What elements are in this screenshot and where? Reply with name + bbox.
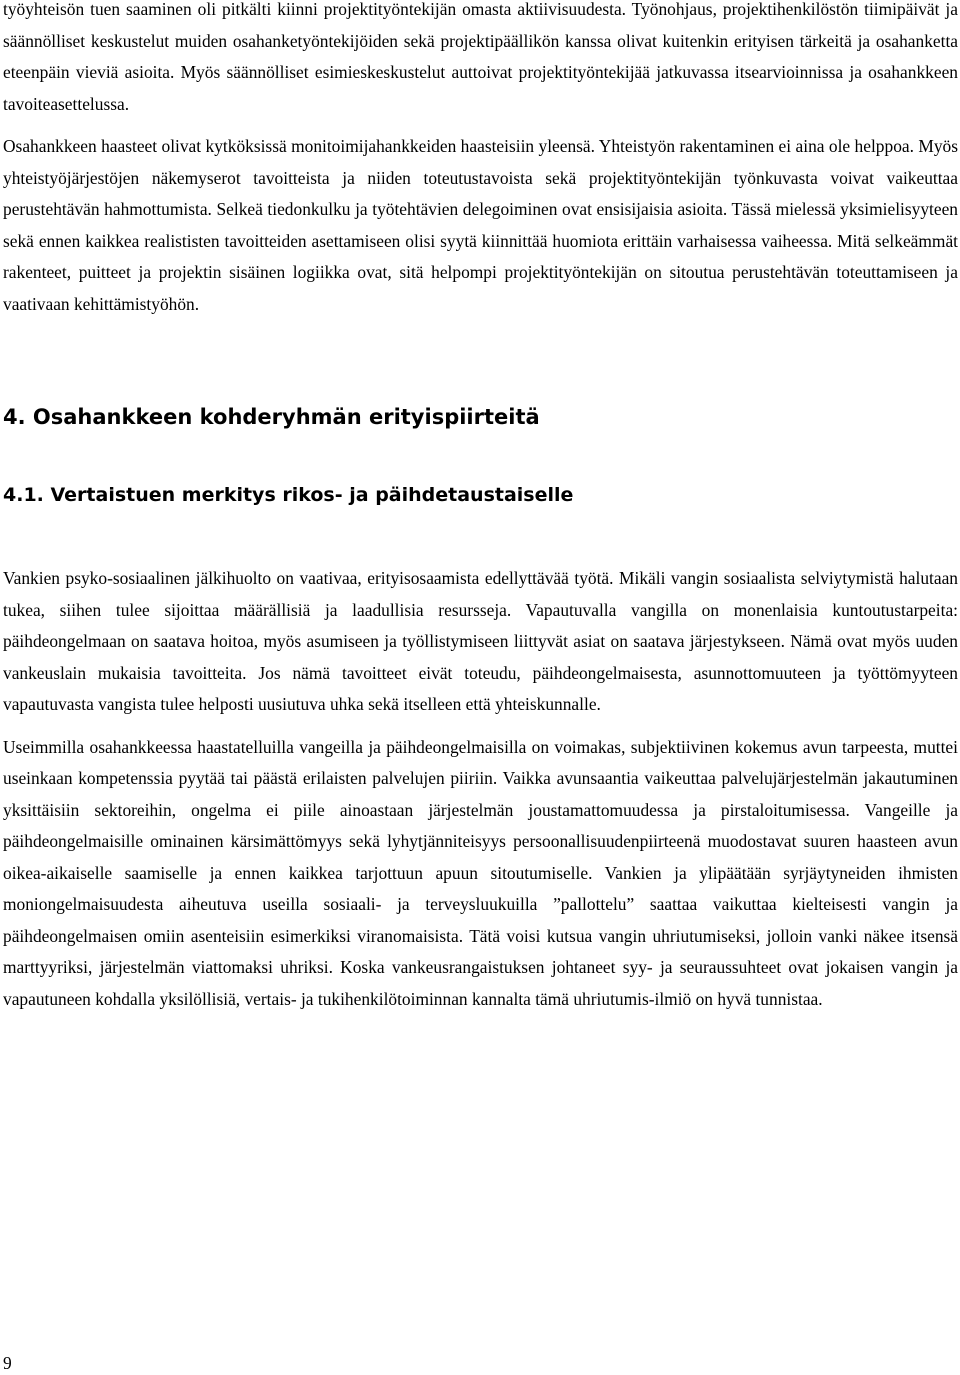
paragraph-1: työyhteisön tuen saaminen oli pitkälti kiinni projektityöntekijän omasta aktiivisuudesta. Työnohjaus, projektihenkilöstön tiimipäivät ja säännölliset keskustelut muiden osahanketyöntekijöiden sekä projektipäällikön kanssa olivat kuitenkin erityisen tärkeitä ja osahanketta eteenpäin vieviä asioita. Myös säännölliset esimieskeskustelut auttoivat projektityöntekijää jatkuvassa itsearvioinnissa ja osahankkeen tavoiteasettelussa. [3,0,958,114]
chapter-heading: 4. Osahankkeen kohderyhmän erityispiirteitä [3,405,540,429]
paragraph-2: Osahankkeen haasteet olivat kytköksissä monitoimijahankkeiden haasteisiin yleensä. Yhteistyön rakentaminen ei aina ole helppoa. Myös yhteistyöjärjestöjen näkemyserot tavoitteista ja niiden toteutustavoista sekä projektityöntekijän työnkuvasta voivat vaikeuttaa perustehtävän hahmottumista. Selkeä tiedonkulku ja työtehtävien delegoiminen ovat ensisijaisia asioita. Tässä mielessä yksimielisyyteen sekä ennen kaikkea realististen tavoitteiden asettamiseen olisi syytä kiinnittää huomiota erittäin varhaisessa vaiheessa. Mitä selkeämmät rakenteet, puitteet ja projektin sisäinen logiikka ovat, sitä helpompi projektityöntekijän on sitoutua perustehtävän toteuttamiseen ja vaativaan kehittämistyöhön. [3,136,958,314]
section-heading: 4.1. Vertaistuen merkitys rikos- ja päihdetaustaiselle [3,484,574,506]
page-number: 9 [3,1353,12,1373]
paragraph-4: Useimmilla osahankkeessa haastatelluilla vangeilla ja päihdeongelmaisilla on voimakas, subjektiivinen kokemus avun tarpeesta, muttei useinkaan kompetenssia pyytää tai päästä erilaisten palvelujen piiriin. Vaikka avunsaantia vaikeuttaa palvelujärjestelmän jakautuminen yksittäisiin sektoreihin, ongelma ei piile ainoastaan järjestelmän joustamattomuudessa ja pirstaloitumisessa. Vangeille ja päihdeongelmaisille ominainen kärsimättömyys sekä lyhytjänniteisyys persoonallisuudenpiirteenä muodostavat suuren haasteen avun oikea-aikaiselle saamiselle ja ennen kaikkea tarjottuun apuun sitoutumiselle. Vankien ja ylipäätään syrjäytyneiden ihmisten moniongelmaisuudesta aiheutuva useilla sosiaali- ja terveysluukuilla ”pallottelu” saattaa vaikuttaa kielteisesti vangin ja päihdeongelmaisen omiin asenteisiin esimerkiksi viranomaisista. Tätä voisi kutsua vangin uhriutumiseksi, jolloin vanki näkee itsensä marttyyriksi, järjestelmän viattomaksi uhriksi. Koska vankeusrangaistuksen johtaneet syy- ja seuraussuhteet ovat jokaisen vangin ja vapautuneen kohdalla yksilöllisiä, vertais- ja tukihenkilötoiminnan kannalta tämä uhriutumis-ilmiö on hyvä tunnistaa. [3,736,958,1009]
document-page [3,0,958,1015]
paragraph-3: Vankien psyko-sosiaalinen jälkihuolto on vaativaa, erityisosaamista edellyttävää työtä. Mikäli vangin sosiaalista selviytymistä halutaan tukea, siihen tulee sijoittaa määrällisiä ja laadullisia resursseja. Vapautuvalla vangilla on monenlaisia kuntoutustarpeita: päihdeongelmaan on saatava hoitoa, myös asumiseen ja työllistymiseen liittyvät asiat on saatava järjestykseen. Nämä ovat myös uuden vankeuslain mukaisia tavoitteita. Jos nämä tavoitteet eivät toteudu, päihdeongelmaisesta, asunnottomuuteen ja työttömyyteen vapautuvasta vangista tulee helposti uusiutuva uhka sekä itselleen että yhteiskunnalle. [3,568,958,714]
